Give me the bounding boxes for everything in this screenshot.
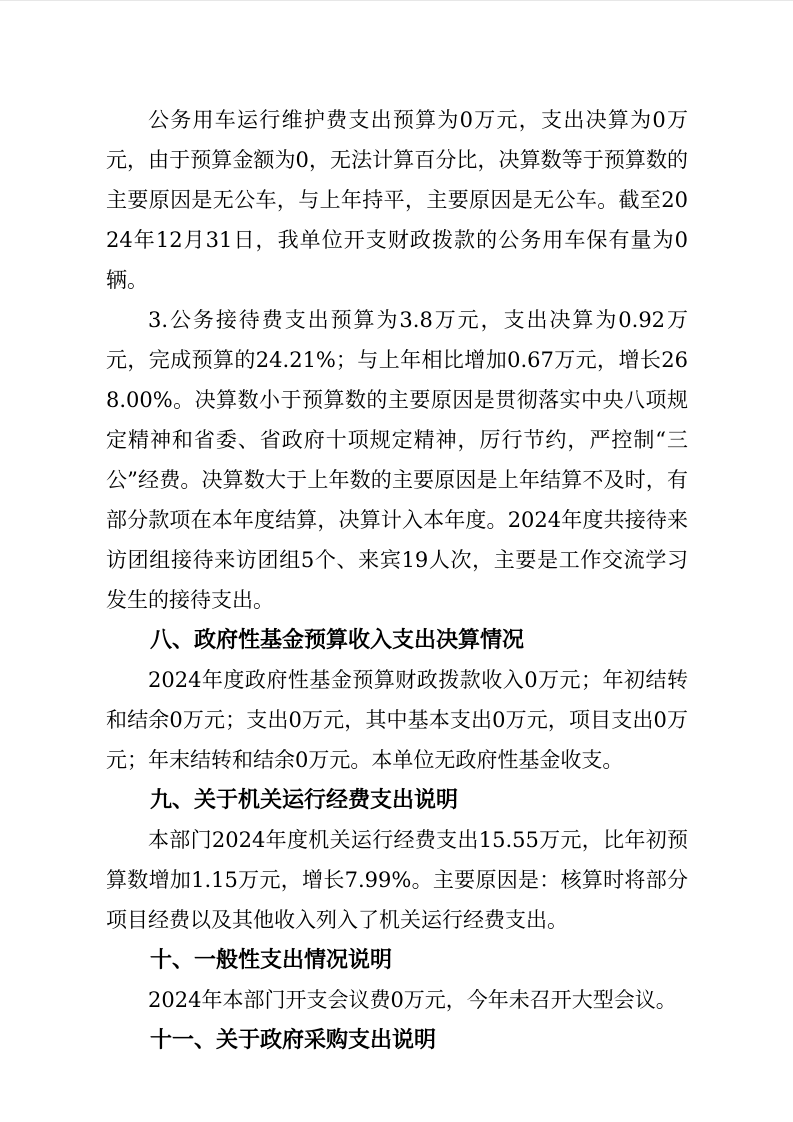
- para-official-vehicle: 公务用车运行维护费支出预算为0万元，支出决算为0万元，由于预算金额为0，无法计算百分比，决算数等于预算数的主要原因是无公车，与上年持平，主要原因是无公车。截至2024年12月31日，我单位开支财政拨款的公务用车保有量为0辆。: [106, 108, 688, 292]
- para-official-reception: 3.公务接待费支出预算为3.8万元，支出决算为0.92万元，完成预算的24.21%；与上年相比增加0.67万元，增长268.00%。决算数小于预算数的主要原因是贯彻落实中央八项规定精神和省委、省政府十项规定精神，厉行节约，严控制“三公”经费。决算数大于上年数的主要原因是上年结算不及时，有部分款项在本年度结算，决算计入本年度。2024年度共接待来访团组接待来访团组5个、来宾19人次，主要是工作交流学习发生的接待支出。: [106, 308, 688, 612]
- para-general-expense: 2024年本部门开支会议费0万元，今年未召开大型会议。: [148, 988, 677, 1012]
- heading-section-8: 八、政府性基金预算收入支出决算情况: [150, 627, 525, 652]
- heading-section-11: 十一、关于政府采购支出说明: [150, 1027, 437, 1052]
- para-government-fund: 2024年度政府性基金预算财政拨款收入0万元；年初结转和结余0万元；支出0万元，其中基本支出0万元，项目支出0万元；年末结转和结余0万元。本单位无政府性基金收支。: [106, 668, 688, 772]
- para-operating-expense: 本部门2024年度机关运行经费支出15.55万元，比年初预算数增加1.15万元，增长7.99%。主要原因是：核算时将部分项目经费以及其他收入列入了机关运行经费支出。: [106, 828, 688, 932]
- heading-section-10: 十、一般性支出情况说明: [150, 947, 393, 972]
- heading-section-9: 九、关于机关运行经费支出说明: [150, 787, 459, 812]
